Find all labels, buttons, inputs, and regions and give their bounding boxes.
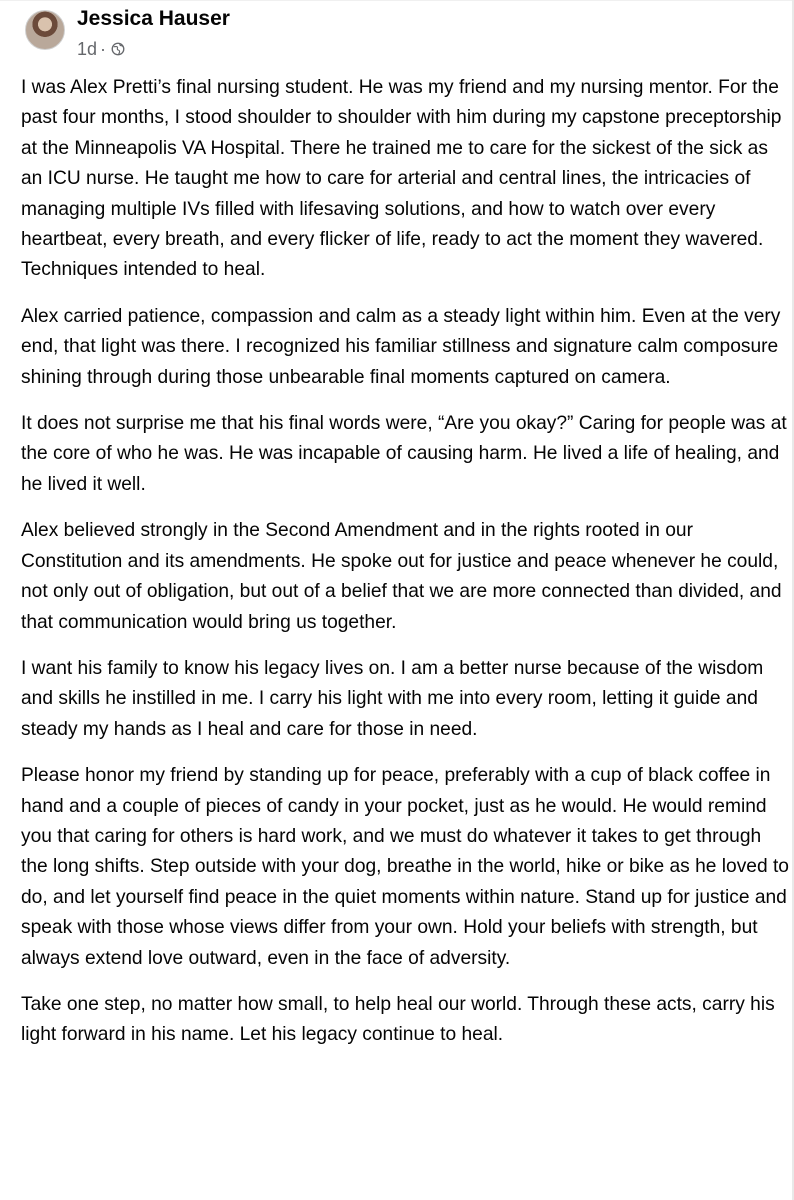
avatar[interactable] [25, 10, 65, 50]
post-paragraph-1: I was Alex Pretti’s final nursing student. He was my friend and my nursing mentor. For the past four months, I stood shoulder to shoulder with him during my capstone preceptorship at the Minneapolis VA Hospital. There he trained me to care for the sickest of the sick as an ICU nurse. He taught me how to care for arterial and central lines, the intricacies of managing multiple IVs filled with lifesaving solutions, and how to watch over every heartbeat, every breath, and every flicker of life, ready to act the moment they wavered. Techniques intended to heal. [21, 77, 782, 281]
post-paragraph-5: I want his family to know his legacy lives on. I am a better nurse because of the wisdom and skills he instilled in me. I carry his light with me into every room, letting it guide and steady my hands as I heal and care for those in need. [21, 657, 764, 740]
post-paragraph-7: Take one step, no matter how small, to help heal our world. Through these acts, carry his light forward in his name. Let his legacy continue to heal. [21, 993, 775, 1046]
post-meta [77, 6, 230, 60]
author-name[interactable]: Jessica Hauser [77, 7, 230, 30]
top-divider [0, 0, 794, 1]
post-paragraph-4: Alex believed strongly in the Second Amendment and in the rights rooted in our Constitution and its amendments. He spoke out for justice and peace whenever he could, not only out of obligation, but out of a belief that we are more connected than divided, and that communication would bring us together. [21, 520, 782, 633]
globe-icon[interactable] [111, 42, 125, 56]
post-paragraph-3: It does not surprise me that his final words were, “Are you okay?” Caring for people was at the core of who he was. He was incapable of causing harm. He lived a life of healing, and he lived it well. [21, 413, 787, 495]
meta-separator: · [100, 39, 107, 59]
post-timestamp[interactable]: 1d [77, 39, 98, 59]
post-body [21, 73, 789, 1067]
post-paragraph-6: Please honor my friend by standing up for peace, preferably with a cup of black coffee in hand and a couple of pieces of candy in your pocket, just as he would. He would remind you that caring for others is hard work, and we must do whatever it takes to get through the long shifts. Step outside with your dog, breathe in the world, hike or bike as he loved to do, and let yourself find peace in the quiet moments within nature. Stand up for justice and speak with those whose views differ from your own. Hold your beliefs with strength, but always extend love outward, even in the face of adversity. [21, 765, 789, 969]
post-header [25, 6, 230, 62]
timestamp-row [77, 38, 230, 60]
post-paragraph-2: Alex carried patience, compassion and calm as a steady light within him. Even at the very end, that light was there. I recognized his familiar stillness and signature calm composure shining through during those unbearable final moments captured on camera. [21, 305, 781, 388]
